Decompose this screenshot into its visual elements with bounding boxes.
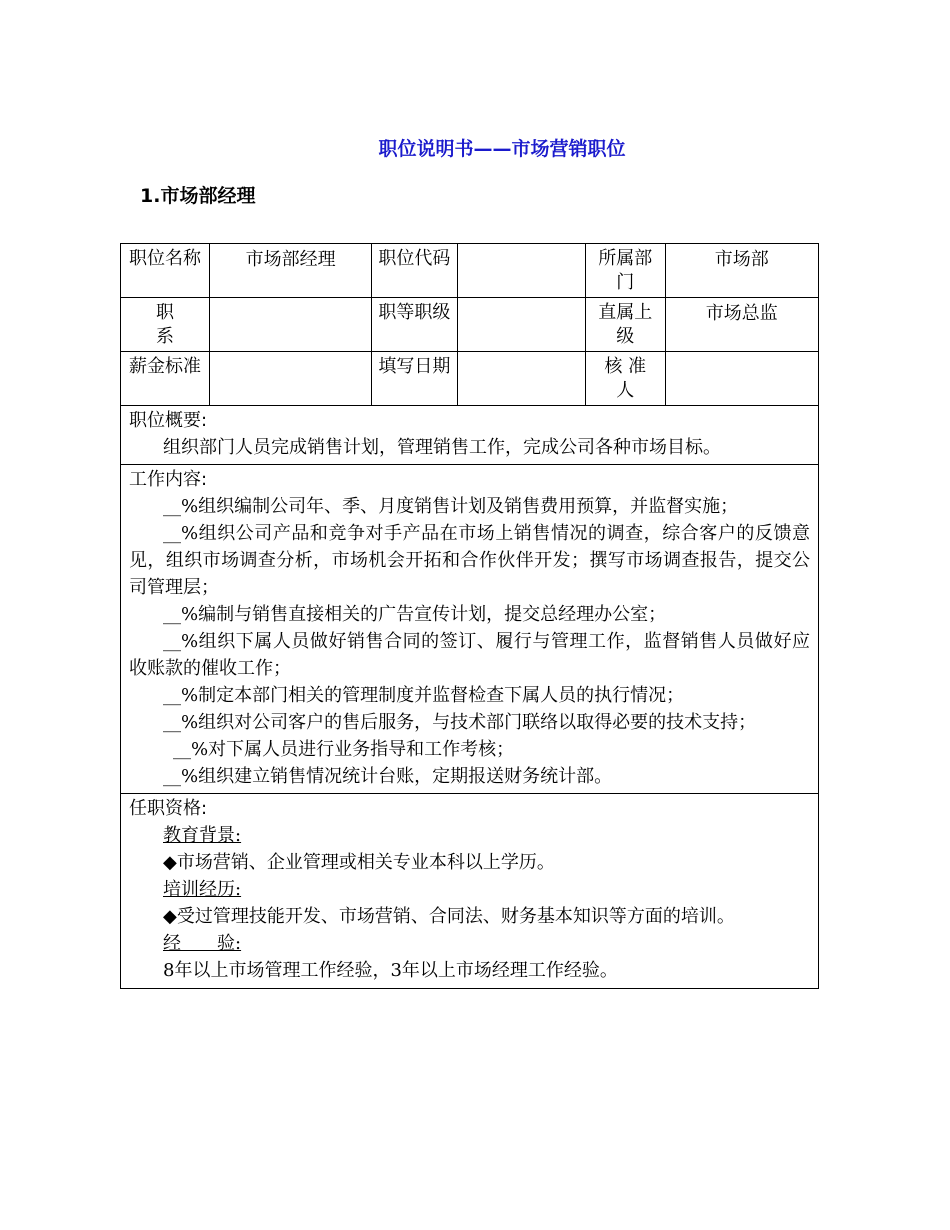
job-description-table bbox=[120, 243, 819, 989]
summary-section bbox=[121, 406, 819, 465]
label-salary-standard: 薪金标准 bbox=[121, 352, 210, 406]
label-job-family: 职 系 bbox=[121, 298, 210, 352]
duties-section bbox=[121, 465, 819, 794]
duty-item: __%组织建立销售情况统计台账，定期报送财务统计部。 bbox=[163, 766, 613, 787]
value-job-family bbox=[210, 298, 372, 352]
value-department: 市场部 bbox=[665, 244, 818, 298]
label-approver: 核 准 人 bbox=[585, 352, 665, 406]
label-position-name: 职位名称 bbox=[121, 244, 210, 298]
qualifications-section bbox=[121, 794, 819, 989]
experience-text: 8年以上市场管理工作经验，3年以上市场经理工作经验。 bbox=[163, 960, 618, 981]
value-direct-supervisor: 市场总监 bbox=[665, 298, 818, 352]
education-text: ◆市场营销、企业管理或相关专业本科以上学历。 bbox=[163, 852, 555, 873]
duty-item: __%组织对公司客户的售后服务，与技术部门联络以取得必要的技术支持； bbox=[163, 712, 757, 733]
duty-item: __%组织下属人员做好销售合同的签订、履行与管理工作，监督销售人员做好应收账款的催收工作； bbox=[129, 631, 810, 679]
document-title: 职位说明书——市场营销职位 bbox=[378, 138, 626, 160]
education-label: 教育背景: bbox=[163, 825, 242, 846]
table-row bbox=[121, 794, 819, 989]
label-grade-level: 职等职级 bbox=[372, 298, 457, 352]
duty-item: __%制定本部门相关的管理制度并监督检查下属人员的执行情况； bbox=[163, 685, 685, 706]
label-direct-supervisor: 直属上级 bbox=[585, 298, 665, 352]
section-heading: 1.市场部经理 bbox=[140, 185, 256, 207]
summary-title: 职位概要: bbox=[129, 410, 208, 431]
table-row bbox=[121, 406, 819, 465]
table-row bbox=[121, 298, 819, 352]
value-position-name: 市场部经理 bbox=[210, 244, 372, 298]
training-label: 培训经历: bbox=[163, 879, 242, 900]
table-row bbox=[121, 352, 819, 406]
training-label-line bbox=[129, 876, 810, 903]
summary-text: 组织部门人员完成销售计划，管理销售工作，完成公司各种市场目标。 bbox=[163, 437, 721, 458]
education-label-line bbox=[129, 822, 810, 849]
value-position-code bbox=[457, 244, 585, 298]
table-row bbox=[121, 465, 819, 794]
value-fill-date bbox=[457, 352, 585, 406]
value-grade-level bbox=[457, 298, 585, 352]
label-position-code: 职位代码 bbox=[372, 244, 457, 298]
duty-item: __%组织公司产品和竞争对手产品在市场上销售情况的调查，综合客户的反馈意见，组织市场调查分析，市场机会开拓和合作伙伴开发；撰写市场调查报告，提交公司管理层； bbox=[129, 523, 810, 598]
training-text: ◆受过管理技能开发、市场营销、合同法、财务基本知识等方面的培训。 bbox=[163, 906, 735, 927]
value-salary-standard bbox=[210, 352, 372, 406]
experience-label: 经 验: bbox=[163, 933, 242, 954]
table-row bbox=[121, 244, 819, 298]
duty-item: __%组织编制公司年、季、月度销售计划及销售费用预算，并监督实施； bbox=[163, 496, 739, 517]
label-fill-date: 填写日期 bbox=[372, 352, 457, 406]
duties-title: 工作内容: bbox=[129, 469, 208, 490]
duty-item: __%对下属人员进行业务指导和工作考核； bbox=[173, 739, 515, 760]
qualifications-title: 任职资格: bbox=[129, 798, 208, 819]
experience-label-line bbox=[129, 930, 810, 957]
value-approver bbox=[665, 352, 818, 406]
duty-item: __%编制与销售直接相关的广告宣传计划，提交总经理办公室； bbox=[163, 604, 667, 625]
label-department: 所属部门 bbox=[585, 244, 665, 298]
